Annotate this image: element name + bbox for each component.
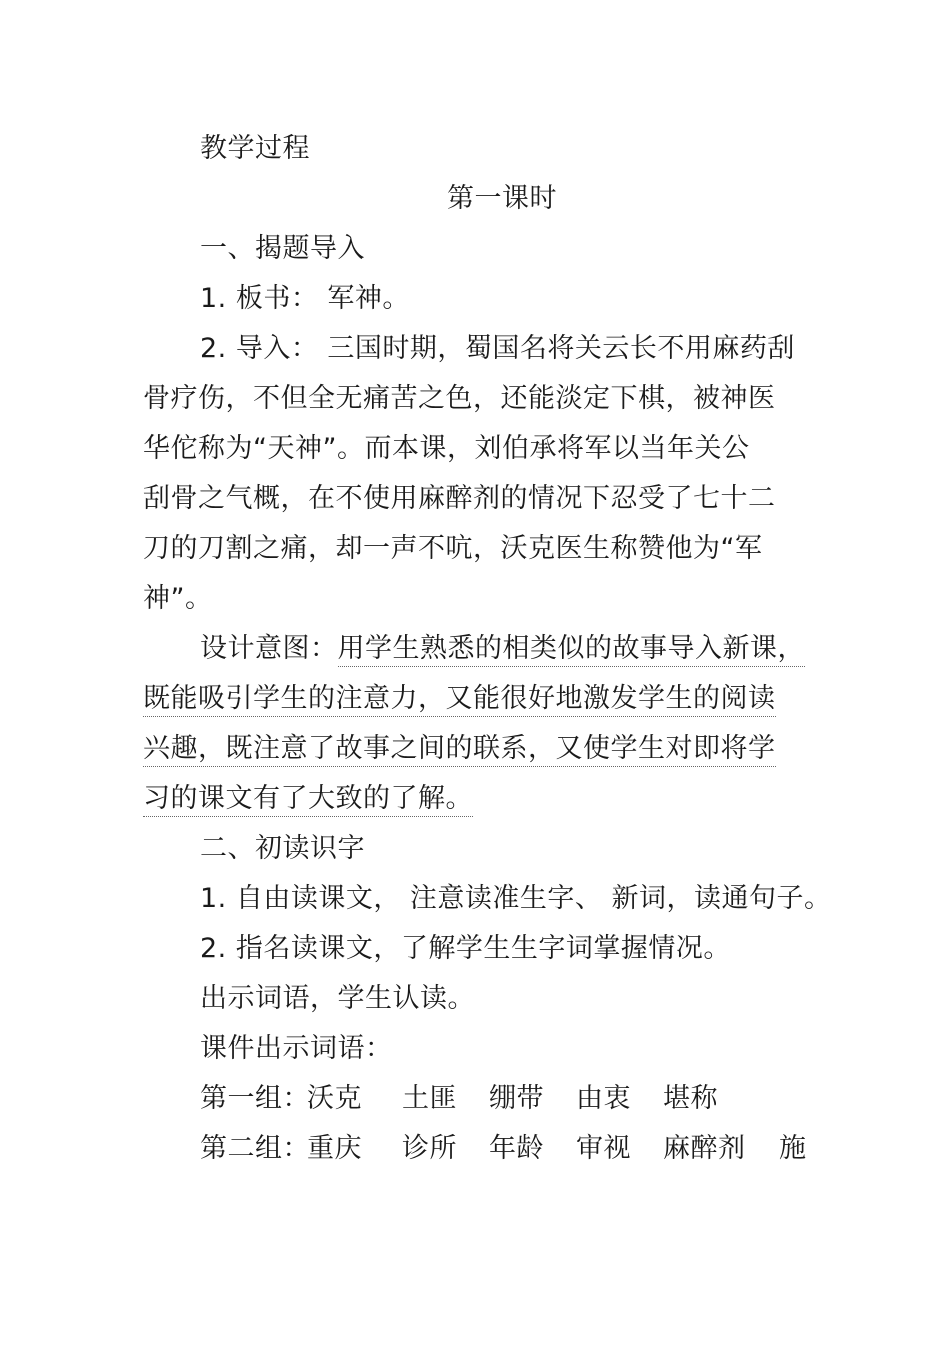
vocab-word: 绷带	[489, 1083, 544, 1114]
group-label: 第二组：	[200, 1133, 310, 1164]
design-intent-line	[143, 781, 473, 817]
section2-item2: 2. 指名读课文，了解学生生字词掌握情况。	[200, 933, 731, 964]
section1-item2-line: 2. 导入： 三国时期，蜀国名将关云长不用麻药刮	[200, 333, 795, 364]
courseware-text: 课件出示词语：	[200, 1033, 393, 1064]
section2-item1: 1. 自由读课文， 注意读准生字、 新词，读通句子。	[200, 883, 832, 914]
vocab-word: 麻醉剂	[663, 1133, 746, 1164]
vocab-word: 审视	[576, 1133, 631, 1164]
vocab-word: 土匪	[402, 1083, 457, 1114]
lesson-title: 第一课时	[447, 183, 557, 214]
section1-item2-line: 华佗称为“天神”。而本课，刘伯承将军以当年关公	[143, 433, 750, 464]
section1-item2-line: 神”。	[143, 583, 213, 614]
vocab-word: 施	[779, 1133, 807, 1164]
section1-item1: 1. 板书： 军神。	[200, 283, 410, 314]
vocab-word: 堪称	[663, 1083, 718, 1114]
vocab-word: 年龄	[489, 1133, 544, 1164]
show-words-text: 出示词语，学生认读。	[200, 983, 475, 1014]
design-intent-line	[143, 731, 776, 767]
design-intent-text: 习的课文有了大致的了解。	[143, 783, 473, 817]
section1-item2-line: 刀的刀割之痛，却一声不吭，沃克医生称赞他为“军	[143, 533, 763, 564]
vocab-word: 重庆	[307, 1133, 362, 1164]
design-intent-text: 兴趣，既注意了故事之间的联系，又使学生对即将学	[143, 733, 776, 767]
section1-title: 一、揭题导入	[200, 233, 365, 264]
section2-title: 二、初读识字	[200, 833, 365, 864]
design-intent-text: 既能吸引学生的注意力，又能很好地激发学生的阅读	[143, 683, 776, 717]
vocab-word: 沃克	[307, 1083, 362, 1114]
design-intent-text: 用学生熟悉的相类似的故事导入新课，	[338, 633, 806, 667]
section1-item2-line: 骨疗伤，不但全无痛苦之色，还能淡定下棋，被神医	[143, 383, 776, 414]
vocab-word: 由衷	[576, 1083, 631, 1114]
design-intent-line	[143, 681, 776, 717]
group-label: 第一组：	[200, 1083, 310, 1114]
section1-item2-line: 刮骨之气概，在不使用麻醉剂的情况下忍受了七十二	[143, 483, 776, 514]
design-intent-line	[200, 631, 805, 667]
vocab-word: 诊所	[402, 1133, 457, 1164]
design-intent-label: 设计意图：	[200, 633, 338, 664]
section-heading: 教学过程	[200, 133, 310, 164]
